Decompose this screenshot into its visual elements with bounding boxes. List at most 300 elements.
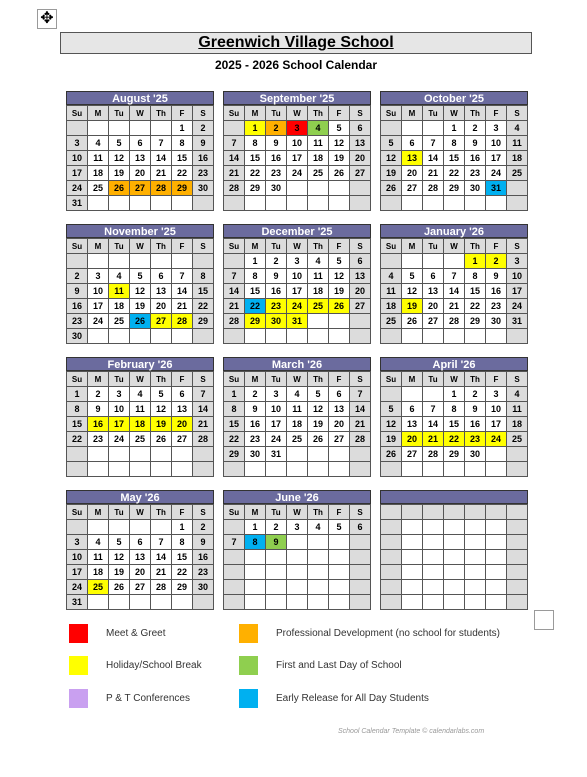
weekday-label: M <box>245 505 266 520</box>
day-cell: 15 <box>193 284 214 299</box>
day-cell: 19 <box>130 299 151 314</box>
day-cell: 11 <box>287 402 308 417</box>
week-row <box>224 136 371 151</box>
day-cell <box>308 580 329 595</box>
day-cell <box>402 196 423 211</box>
week-row <box>381 580 528 595</box>
day-cell: 17 <box>109 417 130 432</box>
weekday-label: Tu <box>109 372 130 387</box>
day-cell: 26 <box>329 299 350 314</box>
legend-swatch <box>239 624 258 643</box>
day-cell: 12 <box>329 136 350 151</box>
weekday-label: F <box>486 239 507 254</box>
legend-item <box>239 656 402 675</box>
week-row <box>67 151 214 166</box>
week-row <box>224 181 371 196</box>
weekday-label: Th <box>465 372 486 387</box>
day-cell: 15 <box>444 417 465 432</box>
week-row <box>224 432 371 447</box>
weekday-label: Th <box>151 372 172 387</box>
day-cell <box>486 520 507 535</box>
day-cell: 26 <box>381 181 402 196</box>
weekday-label: Su <box>67 372 88 387</box>
week-row <box>224 284 371 299</box>
day-cell: 5 <box>329 121 350 136</box>
day-cell <box>329 550 350 565</box>
day-cell: 10 <box>266 402 287 417</box>
weekday-label: Th <box>308 106 329 121</box>
day-cell: 27 <box>350 299 371 314</box>
day-cell <box>381 196 402 211</box>
day-cell: 3 <box>287 121 308 136</box>
day-cell: 18 <box>308 284 329 299</box>
weekday-label <box>381 505 402 520</box>
day-cell: 8 <box>67 402 88 417</box>
week-row <box>67 417 214 432</box>
resize-handle[interactable] <box>534 610 554 630</box>
day-cell: 27 <box>172 432 193 447</box>
legend-item <box>239 689 429 708</box>
day-cell: 6 <box>402 402 423 417</box>
month-title: January '26 <box>380 224 528 238</box>
day-cell <box>224 254 245 269</box>
weekday-label: Tu <box>266 239 287 254</box>
week-row <box>67 121 214 136</box>
day-cell: 7 <box>172 269 193 284</box>
day-cell: 23 <box>465 166 486 181</box>
weekday-label: F <box>172 505 193 520</box>
day-cell <box>507 595 528 610</box>
week-row <box>381 284 528 299</box>
day-cell <box>287 550 308 565</box>
day-cell <box>444 196 465 211</box>
day-cell: 17 <box>67 565 88 580</box>
month-title: August '25 <box>66 91 214 105</box>
week-row <box>67 462 214 477</box>
day-cell: 23 <box>266 299 287 314</box>
day-cell: 31 <box>287 314 308 329</box>
week-row <box>381 595 528 610</box>
weekday-label: F <box>172 239 193 254</box>
day-cell: 5 <box>151 387 172 402</box>
day-cell <box>329 595 350 610</box>
day-cell: 23 <box>245 432 266 447</box>
day-cell: 16 <box>465 417 486 432</box>
day-cell: 19 <box>329 284 350 299</box>
day-cell <box>402 520 423 535</box>
week-row <box>224 299 371 314</box>
day-cell: 31 <box>486 181 507 196</box>
day-cell: 15 <box>67 417 88 432</box>
week-row <box>224 329 371 344</box>
day-cell <box>88 462 109 477</box>
day-cell: 4 <box>308 520 329 535</box>
week-row <box>381 269 528 284</box>
weekday-label: Su <box>67 106 88 121</box>
day-cell: 18 <box>109 299 130 314</box>
day-cell: 21 <box>224 299 245 314</box>
day-cell: 3 <box>486 387 507 402</box>
day-cell <box>88 447 109 462</box>
day-cell: 13 <box>130 151 151 166</box>
weekday-label: W <box>130 505 151 520</box>
month-calendar <box>223 224 371 344</box>
day-cell <box>266 462 287 477</box>
month-table <box>380 238 528 344</box>
day-cell <box>465 535 486 550</box>
day-cell: 17 <box>507 284 528 299</box>
month-calendar <box>380 357 528 477</box>
legend-swatch <box>239 689 258 708</box>
day-cell: 16 <box>465 151 486 166</box>
day-cell: 30 <box>465 447 486 462</box>
day-cell <box>444 254 465 269</box>
legend-swatch <box>69 689 88 708</box>
legend-swatch <box>69 656 88 675</box>
day-cell <box>381 254 402 269</box>
day-cell <box>287 580 308 595</box>
day-cell: 2 <box>465 387 486 402</box>
day-cell <box>287 329 308 344</box>
day-cell: 4 <box>109 269 130 284</box>
day-cell <box>308 314 329 329</box>
month-calendar <box>223 91 371 211</box>
weekday-label: S <box>350 372 371 387</box>
day-cell: 2 <box>266 254 287 269</box>
day-cell: 2 <box>193 520 214 535</box>
day-cell: 4 <box>507 387 528 402</box>
day-cell: 22 <box>245 166 266 181</box>
day-cell: 2 <box>486 254 507 269</box>
day-cell <box>381 520 402 535</box>
day-cell <box>381 580 402 595</box>
weekday-row <box>381 106 528 121</box>
legend-label: P & T Conferences <box>106 693 190 704</box>
day-cell <box>266 196 287 211</box>
weekday-label: Tu <box>423 106 444 121</box>
day-cell: 25 <box>381 314 402 329</box>
weekday-label: W <box>287 505 308 520</box>
day-cell <box>266 595 287 610</box>
day-cell: 11 <box>130 402 151 417</box>
day-cell: 11 <box>88 550 109 565</box>
day-cell: 11 <box>308 136 329 151</box>
week-row <box>67 166 214 181</box>
day-cell: 29 <box>193 314 214 329</box>
day-cell: 8 <box>465 269 486 284</box>
weekday-label: S <box>507 239 528 254</box>
day-cell: 12 <box>329 269 350 284</box>
day-cell: 1 <box>245 121 266 136</box>
day-cell: 5 <box>329 254 350 269</box>
day-cell: 18 <box>130 417 151 432</box>
day-cell: 6 <box>172 387 193 402</box>
month-calendar <box>66 357 214 477</box>
day-cell: 10 <box>486 136 507 151</box>
day-cell <box>381 462 402 477</box>
day-cell: 27 <box>130 181 151 196</box>
day-cell: 9 <box>193 535 214 550</box>
month-title: March '26 <box>223 357 371 371</box>
day-cell: 10 <box>287 269 308 284</box>
day-cell: 13 <box>402 151 423 166</box>
day-cell: 16 <box>67 299 88 314</box>
day-cell: 10 <box>507 269 528 284</box>
weekday-label: Su <box>381 372 402 387</box>
day-cell: 1 <box>245 254 266 269</box>
day-cell: 11 <box>109 284 130 299</box>
week-row <box>224 550 371 565</box>
day-cell: 6 <box>402 136 423 151</box>
day-cell: 30 <box>465 181 486 196</box>
day-cell: 23 <box>193 565 214 580</box>
month-table <box>380 105 528 211</box>
weekday-row <box>381 505 528 520</box>
day-cell: 24 <box>486 166 507 181</box>
day-cell: 12 <box>381 151 402 166</box>
week-row <box>381 432 528 447</box>
weekday-label: M <box>88 106 109 121</box>
day-cell: 5 <box>109 535 130 550</box>
day-cell: 15 <box>245 151 266 166</box>
month-title: May '26 <box>66 490 214 504</box>
day-cell: 2 <box>465 121 486 136</box>
day-cell: 17 <box>486 151 507 166</box>
month-title: December '25 <box>223 224 371 238</box>
week-row <box>381 550 528 565</box>
day-cell: 3 <box>67 535 88 550</box>
week-row <box>67 565 214 580</box>
day-cell <box>245 550 266 565</box>
day-cell <box>329 196 350 211</box>
day-cell: 20 <box>402 166 423 181</box>
legend-swatch <box>69 624 88 643</box>
day-cell: 26 <box>109 580 130 595</box>
day-cell: 17 <box>287 284 308 299</box>
day-cell: 16 <box>193 151 214 166</box>
day-cell: 29 <box>172 580 193 595</box>
week-row <box>381 166 528 181</box>
day-cell <box>507 565 528 580</box>
day-cell <box>193 595 214 610</box>
week-row <box>224 580 371 595</box>
weekday-row <box>67 372 214 387</box>
day-cell <box>350 447 371 462</box>
weekday-label: Su <box>67 505 88 520</box>
day-cell: 22 <box>67 432 88 447</box>
day-cell: 29 <box>444 447 465 462</box>
legend-item <box>69 689 190 708</box>
day-cell: 15 <box>444 151 465 166</box>
day-cell: 26 <box>109 181 130 196</box>
day-cell: 26 <box>151 432 172 447</box>
week-row <box>381 254 528 269</box>
day-cell: 29 <box>224 447 245 462</box>
weekday-row <box>67 106 214 121</box>
day-cell: 29 <box>245 181 266 196</box>
day-cell <box>486 580 507 595</box>
day-cell <box>444 580 465 595</box>
day-cell: 5 <box>329 520 350 535</box>
day-cell: 17 <box>287 151 308 166</box>
day-cell: 17 <box>67 166 88 181</box>
day-cell <box>350 595 371 610</box>
day-cell <box>109 254 130 269</box>
legend-label: Meet & Greet <box>106 628 166 639</box>
day-cell: 7 <box>193 387 214 402</box>
day-cell <box>151 462 172 477</box>
week-row <box>381 447 528 462</box>
day-cell: 14 <box>224 151 245 166</box>
day-cell: 14 <box>423 417 444 432</box>
day-cell: 8 <box>245 136 266 151</box>
day-cell <box>507 462 528 477</box>
day-cell: 7 <box>224 136 245 151</box>
day-cell <box>151 121 172 136</box>
day-cell: 3 <box>287 520 308 535</box>
day-cell <box>224 196 245 211</box>
day-cell: 26 <box>329 166 350 181</box>
day-cell: 24 <box>507 299 528 314</box>
day-cell: 26 <box>402 314 423 329</box>
day-cell: 27 <box>350 166 371 181</box>
weekday-label: Su <box>224 505 245 520</box>
week-row <box>224 254 371 269</box>
day-cell <box>287 565 308 580</box>
day-cell: 9 <box>88 402 109 417</box>
week-row <box>224 121 371 136</box>
weekday-label: F <box>486 106 507 121</box>
day-cell: 4 <box>308 121 329 136</box>
day-cell <box>266 329 287 344</box>
legend-item <box>69 624 165 643</box>
day-cell <box>329 314 350 329</box>
day-cell: 7 <box>224 269 245 284</box>
weekday-label: S <box>507 372 528 387</box>
day-cell <box>67 121 88 136</box>
day-cell: 8 <box>172 136 193 151</box>
day-cell: 18 <box>287 417 308 432</box>
month-table <box>380 371 528 477</box>
day-cell: 22 <box>465 299 486 314</box>
weekday-label: Tu <box>266 372 287 387</box>
day-cell: 19 <box>308 417 329 432</box>
day-cell: 13 <box>402 417 423 432</box>
day-cell: 20 <box>130 166 151 181</box>
day-cell: 5 <box>381 402 402 417</box>
day-cell <box>507 535 528 550</box>
day-cell <box>88 254 109 269</box>
day-cell: 21 <box>350 417 371 432</box>
day-cell <box>486 329 507 344</box>
week-row <box>67 520 214 535</box>
day-cell <box>402 254 423 269</box>
day-cell: 4 <box>308 254 329 269</box>
day-cell: 25 <box>308 166 329 181</box>
weekday-label: M <box>88 505 109 520</box>
day-cell <box>381 121 402 136</box>
week-row <box>224 447 371 462</box>
day-cell <box>130 595 151 610</box>
day-cell <box>287 181 308 196</box>
legend-label: First and Last Day of School <box>276 660 402 671</box>
day-cell <box>423 462 444 477</box>
day-cell: 16 <box>266 151 287 166</box>
day-cell: 7 <box>444 269 465 284</box>
day-cell: 10 <box>486 402 507 417</box>
day-cell <box>423 196 444 211</box>
month-calendar <box>380 91 528 211</box>
day-cell: 11 <box>507 402 528 417</box>
weekday-label: S <box>350 106 371 121</box>
day-cell: 15 <box>172 550 193 565</box>
day-cell: 13 <box>130 550 151 565</box>
weekday-label: F <box>486 372 507 387</box>
day-cell <box>486 550 507 565</box>
weekday-label: M <box>245 372 266 387</box>
day-cell: 6 <box>350 254 371 269</box>
day-cell: 31 <box>67 196 88 211</box>
day-cell: 19 <box>329 151 350 166</box>
day-cell <box>507 580 528 595</box>
day-cell: 28 <box>224 314 245 329</box>
day-cell: 26 <box>381 447 402 462</box>
day-cell <box>224 121 245 136</box>
weekday-row <box>67 505 214 520</box>
day-cell: 1 <box>67 387 88 402</box>
day-cell <box>172 329 193 344</box>
day-cell: 29 <box>465 314 486 329</box>
day-cell <box>172 196 193 211</box>
day-cell: 21 <box>423 166 444 181</box>
day-cell: 30 <box>193 580 214 595</box>
day-cell <box>130 520 151 535</box>
day-cell <box>329 447 350 462</box>
weekday-label: W <box>287 106 308 121</box>
week-row <box>67 447 214 462</box>
day-cell: 8 <box>444 402 465 417</box>
day-cell <box>193 462 214 477</box>
week-row <box>224 387 371 402</box>
day-cell <box>423 595 444 610</box>
day-cell: 11 <box>308 269 329 284</box>
week-row <box>381 121 528 136</box>
day-cell: 19 <box>151 417 172 432</box>
weekday-label: S <box>193 372 214 387</box>
day-cell: 25 <box>507 432 528 447</box>
day-cell: 5 <box>130 269 151 284</box>
day-cell: 24 <box>266 432 287 447</box>
month-title: June '26 <box>223 490 371 504</box>
day-cell <box>308 447 329 462</box>
day-cell <box>287 196 308 211</box>
day-cell <box>402 550 423 565</box>
day-cell <box>402 535 423 550</box>
day-cell: 28 <box>151 181 172 196</box>
day-cell: 31 <box>67 595 88 610</box>
weekday-label: S <box>350 239 371 254</box>
day-cell <box>308 462 329 477</box>
day-cell <box>381 535 402 550</box>
day-cell <box>67 462 88 477</box>
day-cell: 13 <box>329 402 350 417</box>
day-cell <box>130 254 151 269</box>
day-cell: 31 <box>266 447 287 462</box>
day-cell <box>109 520 130 535</box>
move-handle-icon[interactable]: ✥ <box>37 9 57 29</box>
day-cell: 13 <box>151 284 172 299</box>
weekday-label: W <box>130 372 151 387</box>
